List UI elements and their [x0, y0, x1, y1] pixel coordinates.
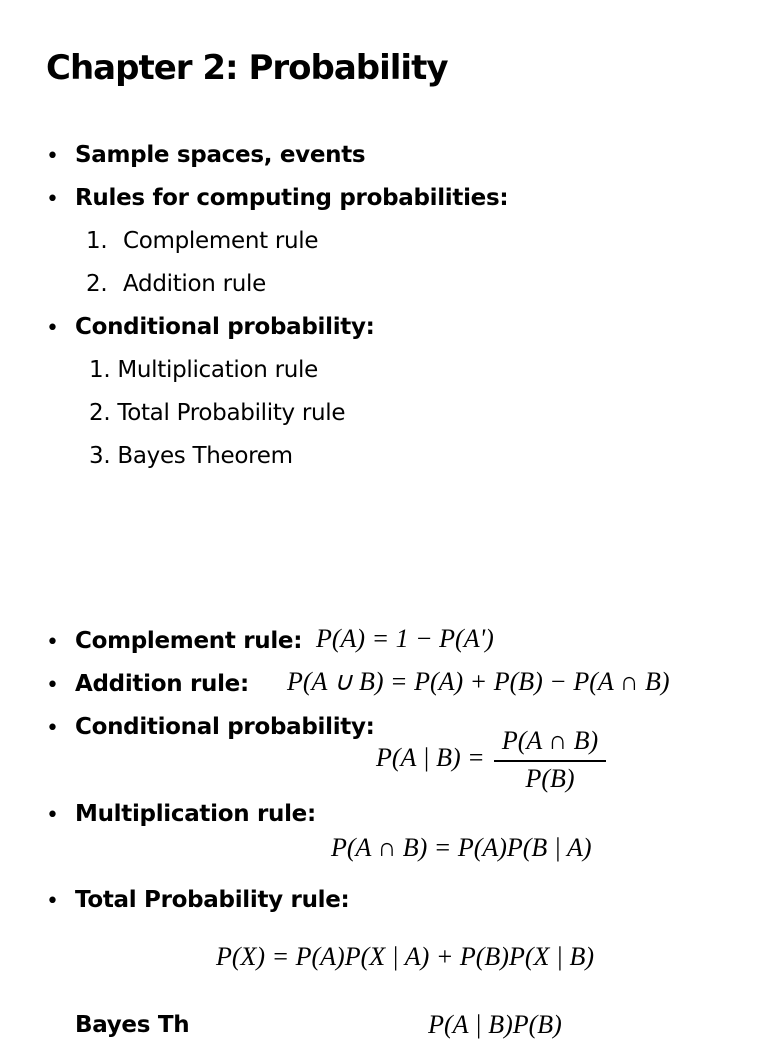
- bullet-icon: •: [46, 187, 59, 212]
- list-item: Sample spaces, events: [75, 142, 366, 168]
- conditional-formula-numerator: P(A ∩ B): [501, 726, 599, 755]
- list-item: Conditional probability:: [75, 314, 375, 340]
- bullet-icon: •: [46, 630, 59, 655]
- addition-rule-label: Addition rule:: [75, 671, 249, 697]
- list-item-number: 1.: [86, 228, 108, 254]
- list-item: 2. Total Probability rule: [89, 400, 346, 426]
- conditional-formula-lhs: P(A | B) =: [376, 743, 485, 772]
- bayes-theorem-label: Bayes Th: [75, 1012, 190, 1038]
- fraction-bar: [494, 760, 606, 762]
- bayes-formula-numerator: P(A | B)P(B): [428, 1010, 562, 1039]
- bullet-icon: •: [46, 316, 59, 341]
- conditional-probability-label: Conditional probability:: [75, 714, 375, 740]
- list-item: Complement rule: [123, 228, 319, 254]
- complement-rule-formula: P(A) = 1 − P(A'): [316, 624, 494, 653]
- bullet-icon: •: [46, 803, 59, 828]
- bullet-icon: •: [46, 889, 59, 914]
- list-item: 1. Multiplication rule: [89, 357, 318, 383]
- list-item: Addition rule: [123, 271, 266, 297]
- total-probability-formula: P(X) = P(A)P(X | A) + P(B)P(X | B): [216, 942, 595, 971]
- bullet-icon: •: [46, 673, 59, 698]
- page-title: Chapter 2: Probability: [46, 48, 448, 88]
- list-item: 3. Bayes Theorem: [89, 443, 293, 469]
- list-item-number: 2.: [86, 271, 108, 297]
- list-item: Rules for computing probabilities:: [75, 185, 509, 211]
- total-probability-label: Total Probability rule:: [75, 887, 350, 913]
- bullet-icon: •: [46, 716, 59, 741]
- multiplication-rule-label: Multiplication rule:: [75, 801, 316, 827]
- bullet-icon: •: [46, 144, 59, 169]
- multiplication-rule-formula: P(A ∩ B) = P(A)P(B | A): [331, 833, 592, 862]
- addition-rule-formula: P(A ∪ B) = P(A) + P(B) − P(A ∩ B): [287, 667, 670, 696]
- complement-rule-label: Complement rule:: [75, 628, 303, 654]
- conditional-formula-denominator: P(B): [525, 764, 575, 793]
